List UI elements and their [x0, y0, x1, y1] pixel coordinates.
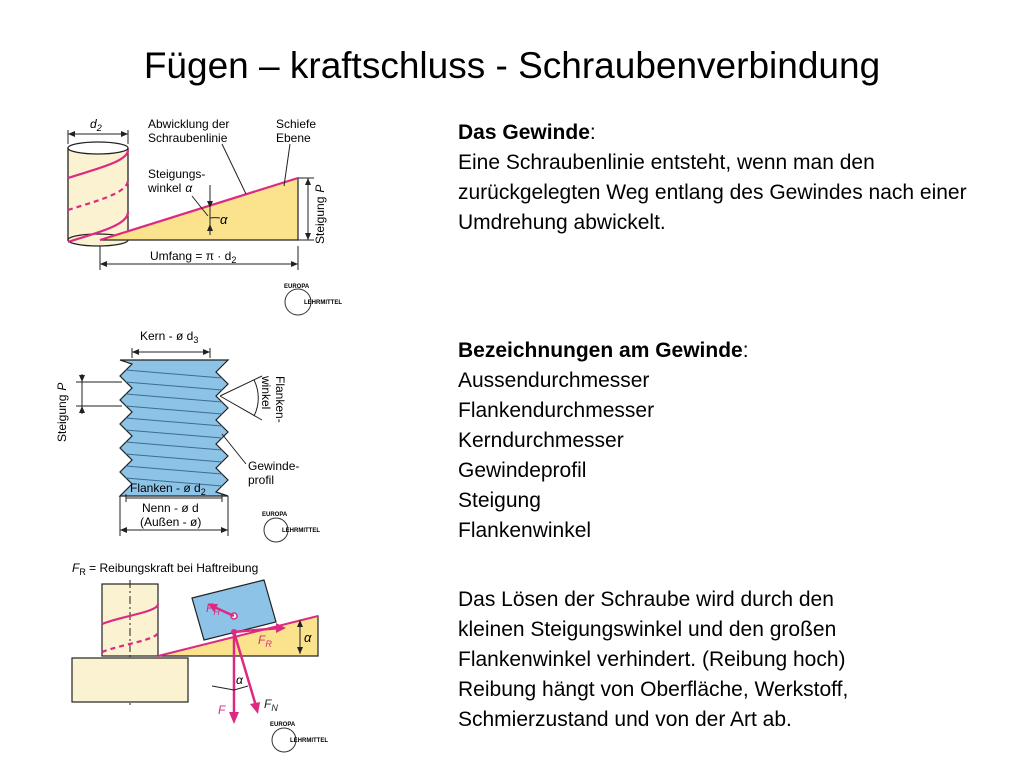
- thread-heading-colon: :: [589, 121, 596, 144]
- diagram-friction: [62, 556, 352, 761]
- flankenwinkel-label: Flanken-winkel: [259, 376, 287, 423]
- svg-text:EUROPA: EUROPA: [270, 722, 296, 728]
- loosening-line: Das Lösen der Schraube wird durch den: [458, 588, 834, 611]
- term-item: Steigung: [458, 489, 541, 512]
- section-thread: [458, 118, 998, 238]
- europa-lehrmittel-logo: [262, 512, 320, 542]
- term-item: Aussendurchmesser: [458, 369, 650, 392]
- alpha-right-label: α: [304, 630, 312, 645]
- fh-label: $F_H$: [206, 601, 220, 617]
- svg-text:EUROPA: EUROPA: [284, 284, 310, 290]
- f-label: F: [218, 703, 226, 717]
- svg-text:LEHRMITTEL: LEHRMITTEL: [290, 738, 328, 744]
- term-item: Flankendurchmesser: [458, 399, 655, 422]
- loosening-line: Flankenwinkel verhindert. (Reibung hoch): [458, 648, 846, 671]
- umfang-label: Umfang = $\pi \cdot d_2$: [150, 249, 237, 265]
- d2-label: $d_2$: [90, 117, 102, 133]
- schiefe-ebene-label: Schiefe Ebene: [276, 117, 317, 145]
- alpha-label: α: [220, 212, 228, 227]
- loosening-line: Schmierzustand und von der Art ab.: [458, 708, 792, 731]
- thread-heading: Das Gewinde: [458, 121, 590, 144]
- friction-caption: $F_R$ = Reibungskraft bei Haftreibung: [72, 561, 259, 577]
- aussen-label: (Außen - ø): [140, 515, 202, 529]
- flanken-label: Flanken - ø $d_2$: [130, 481, 206, 497]
- fn-label: $F_N$: [264, 697, 278, 713]
- thread-body: Eine Schraubenlinie entsteht, wenn man den zurückgelegten Weg entlang des Gewindes nach einer Umdrehung abwickelt.: [458, 151, 967, 234]
- abwicklung-label: Abwicklung der Schraubenlinie: [148, 117, 230, 145]
- terms-heading-colon: :: [742, 339, 749, 362]
- diagram-thread-profile: [50, 324, 340, 549]
- europa-lehrmittel-logo: [284, 284, 342, 315]
- steigung-p-label: SteigungP: [55, 382, 69, 442]
- nenn-label: Nenn - ø d: [142, 501, 199, 515]
- svg-text:LEHRMITTEL: LEHRMITTEL: [304, 300, 342, 306]
- loosening-line: Reibung hängt von Oberfläche, Werkstoff,: [458, 678, 849, 701]
- thread-body: [120, 360, 228, 496]
- fr-label: $F_R$: [258, 633, 272, 649]
- loosening-line: kleinen Steigungswinkel und den großen: [458, 618, 837, 641]
- svg-text:LEHRMITTEL: LEHRMITTEL: [282, 528, 320, 534]
- alpha-force-label: α: [236, 673, 243, 687]
- slide-title: Fügen – kraftschluss - Schraubenverbindung: [143, 45, 881, 86]
- steigung-p-label: SteigungP: [313, 184, 327, 244]
- term-item: Flankenwinkel: [458, 519, 592, 542]
- section-terms: [458, 336, 998, 546]
- nut: [72, 658, 188, 702]
- diagram-thread-helix: [62, 110, 352, 325]
- cylinder: [68, 142, 128, 246]
- europa-lehrmittel-logo: [270, 722, 328, 752]
- svg-text:EUROPA: EUROPA: [262, 512, 288, 518]
- section-loosening: [458, 585, 998, 735]
- kern-label: Kern - ø $d_3$: [140, 329, 199, 345]
- term-item: Gewindeprofil: [458, 459, 587, 482]
- steigungswinkel-label: Steigungs-winkel α: [148, 167, 206, 195]
- gewindeprofil-label: Gewinde-profil: [248, 459, 300, 487]
- terms-heading: Bezeichnungen am Gewinde: [458, 339, 743, 362]
- term-item: Kerndurchmesser: [458, 429, 624, 452]
